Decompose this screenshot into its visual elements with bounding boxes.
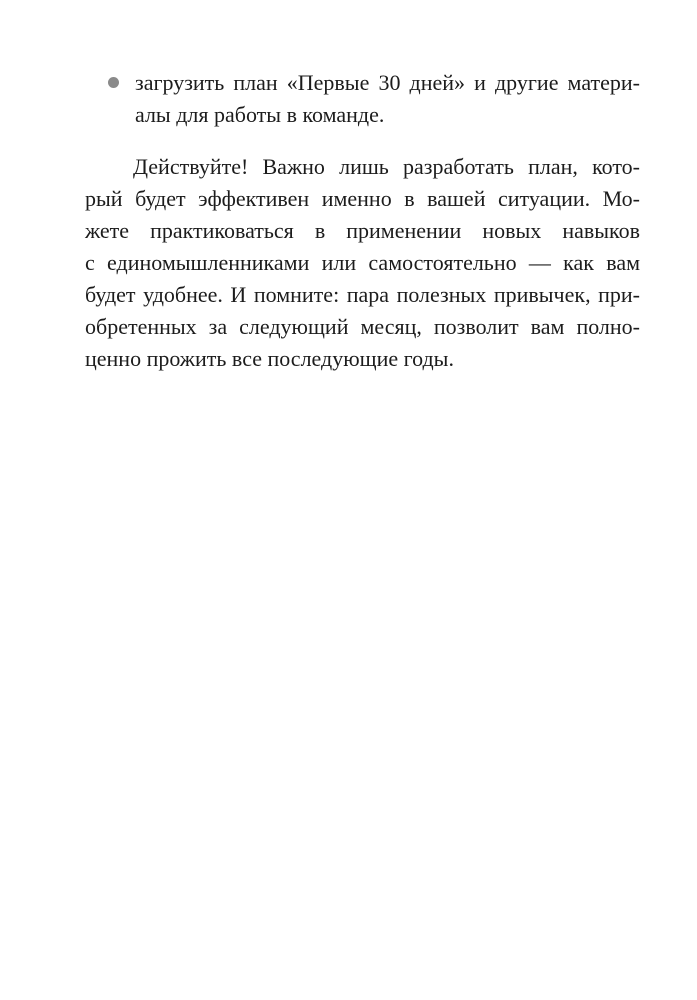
text-line: загрузить план «Первые 30 дней» и другие матери- (135, 70, 640, 95)
text-line: Действуйте! Важно лишь разработать план, кото- (133, 154, 640, 179)
bullet-list-item (135, 67, 640, 131)
bullet-item-text (135, 67, 640, 131)
bullet-icon (108, 77, 119, 88)
text-line: будет удобнее. И помните: пара полезных привычек, при- (85, 282, 640, 307)
text-line: с единомышленниками или самостоятельно — как вам (85, 250, 640, 275)
text-line: жете практиковаться в применении новых навыков (85, 218, 640, 243)
text-line: алы для работы в команде. (135, 102, 385, 127)
text-line: рый будет эффективен именно в вашей ситуации. Мо- (85, 186, 640, 211)
text-line: обретенных за следующий месяц, позволит вам полно- (85, 314, 640, 339)
body-paragraph (85, 151, 640, 375)
text-line: ценно прожить все последующие годы. (85, 346, 454, 371)
page-content (85, 67, 640, 375)
